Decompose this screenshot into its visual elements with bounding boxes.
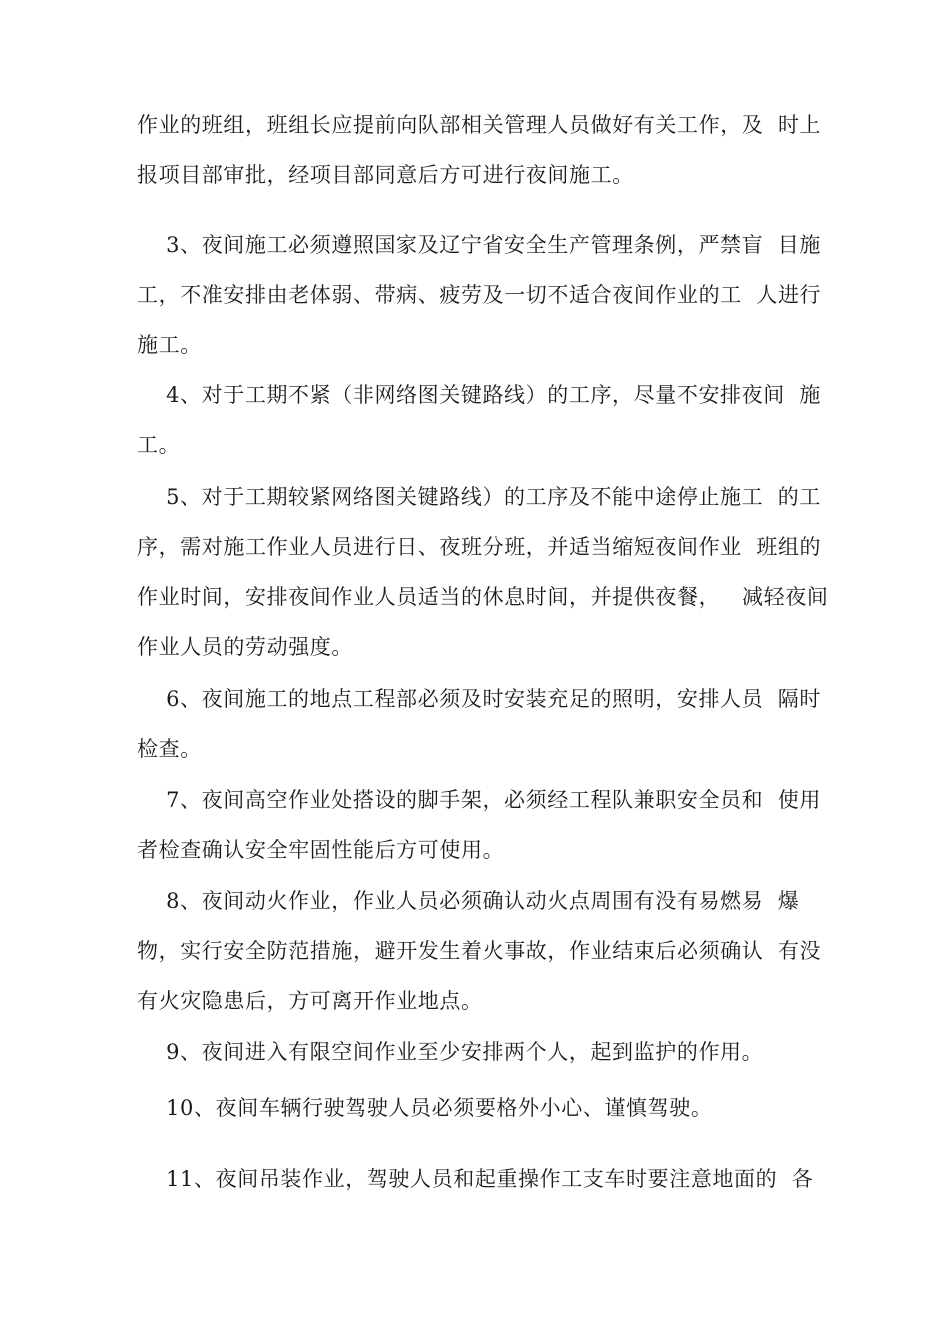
- text-line: 者检查确认安全牢固性能后方可使用。: [137, 838, 505, 862]
- text-line: 4、对于工期不紧（非网络图关键路线）的工序，尽量不安排夜间 施: [137, 383, 822, 407]
- text-line: 物，实行安全防范措施，避开发生着火事故，作业结束后必须确认 有没: [137, 939, 822, 963]
- text-line: 6、夜间施工的地点工程部必须及时安装充足的照明，安排人员 隔时: [137, 687, 822, 711]
- text-line: 施工。: [137, 333, 202, 357]
- text-line: 3、夜间施工必须遵照国家及辽宁省安全生产管理条例，严禁盲 目施: [137, 233, 822, 257]
- text-line: 作业的班组，班组长应提前向队部相关管理人员做好有关工作，及 时上: [137, 113, 822, 137]
- text-line: 作业时间，安排夜间作业人员适当的休息时间，并提供夜餐， 减轻夜间: [137, 585, 829, 609]
- text-line: 5、对于工期较紧网络图关键路线）的工序及不能中途停止施工 的工: [137, 485, 822, 509]
- text-line: 7、夜间高空作业处搭设的脚手架，必须经工程队兼职安全员和 使用: [137, 788, 822, 812]
- text-line: 检查。: [137, 737, 202, 761]
- text-line: 工，不准安排由老体弱、带病、疲劳及一切不适合夜间作业的工 人进行: [137, 283, 822, 307]
- text-line: 9、夜间进入有限空间作业至少安排两个人，起到监护的作用。: [137, 1040, 764, 1064]
- text-line: 作业人员的劳动强度。: [137, 635, 353, 659]
- text-line: 工。: [137, 433, 181, 457]
- text-line: 序，需对施工作业人员进行日、夜班分班，并适当缩短夜间作业 班组的: [137, 535, 822, 559]
- text-line: 有火灾隐患后，方可离开作业地点。: [137, 989, 483, 1013]
- text-line: 10、夜间车辆行驶驾驶人员必须要格外小心、谨慎驾驶。: [137, 1096, 713, 1120]
- text-line: 8、夜间动火作业，作业人员必须确认动火点周围有没有易燃易 爆: [137, 889, 800, 913]
- text-line: 11、夜间吊装作业，驾驶人员和起重操作工支车时要注意地面的 各: [137, 1167, 814, 1191]
- text-line: 报项目部审批，经项目部同意后方可进行夜间施工。: [137, 163, 634, 187]
